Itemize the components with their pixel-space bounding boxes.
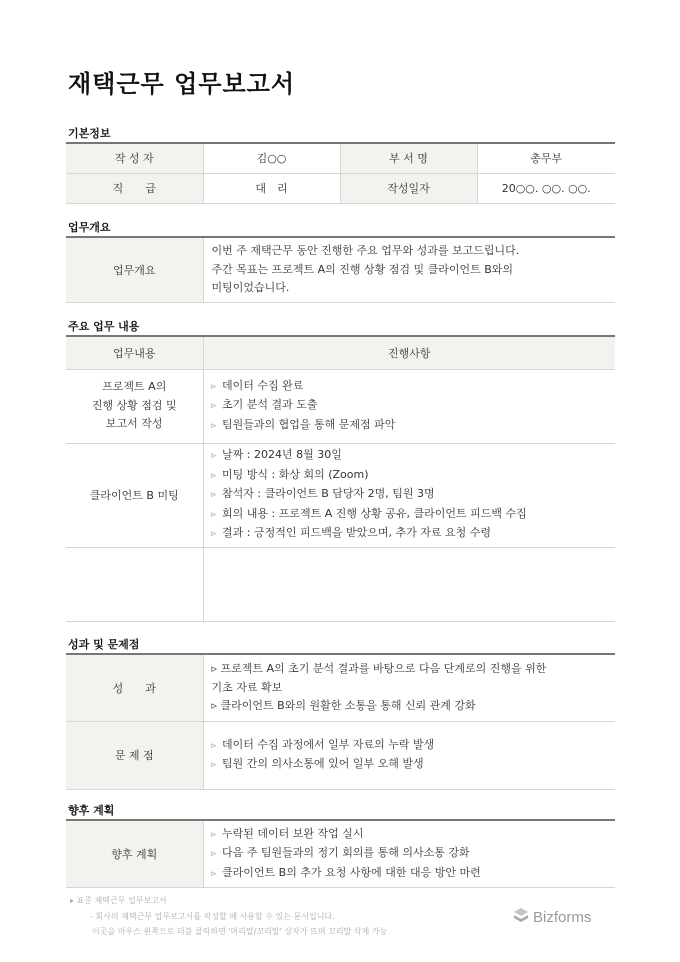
empty-cell bbox=[66, 547, 203, 621]
overview-text bbox=[203, 237, 615, 302]
overview-table bbox=[66, 236, 615, 303]
footer-note: 이곳을 마우스 왼쪽으로 더블 클릭하면 '머리말/꼬리말' 상자가 뜨며 꼬리말 삭제 가능 bbox=[92, 927, 388, 936]
bullet-icon: ▹ bbox=[211, 420, 217, 431]
overview-line: 주간 목표는 프로젝트 A의 진행 상황 점검 및 클라이언트 B와의 bbox=[211, 262, 514, 276]
rank-label: 직 급 bbox=[66, 173, 203, 203]
main-work-table bbox=[66, 335, 615, 622]
list-item-text: 참석자 : 클라이언트 B 담당자 2명, 팀원 3명 bbox=[222, 487, 435, 501]
date-label: 작성일자 bbox=[340, 173, 477, 203]
list-item: ▹ 클라이언트 B와의 원활한 소통을 통해 신뢰 관계 강화 bbox=[211, 699, 476, 712]
bullet-icon: ▹ bbox=[211, 829, 217, 840]
department-label: 부 서 명 bbox=[340, 143, 477, 173]
overview-label: 업무개요 bbox=[66, 237, 203, 302]
section-heading-plan: 향후 계획 bbox=[68, 804, 115, 817]
section-heading-results: 성과 및 문제점 bbox=[68, 638, 140, 651]
list-item-text: 날짜 : 2024년 8월 30일 bbox=[222, 448, 342, 462]
list-item-text: 클라이언트 B의 추가 요청 사항에 대한 대응 방안 마련 bbox=[222, 865, 481, 879]
task-label-line: 보고서 작성 bbox=[105, 417, 163, 431]
list-item bbox=[212, 416, 616, 436]
plan-label: 향후 계획 bbox=[66, 820, 203, 887]
date-value: 20○○. ○○. ○○. bbox=[477, 173, 615, 203]
list-item bbox=[212, 446, 616, 466]
bullet-icon: ▹ bbox=[211, 470, 217, 481]
plan-table bbox=[66, 819, 615, 888]
list-item bbox=[212, 466, 616, 486]
list-item-text: 다음 주 팀원들과의 정기 회의를 통해 의사소통 강화 bbox=[222, 846, 470, 859]
list-item-text: 데이터 수집 과정에서 일부 자료의 누락 발생 bbox=[222, 737, 435, 751]
list-item-text: 결과 : 긍정적인 피드백을 받았으며, 추가 자료 요청 수령 bbox=[222, 526, 491, 540]
department-value: 총무부 bbox=[477, 143, 615, 173]
list-item-text: 팀원들과의 협업을 통해 문제점 파악 bbox=[222, 417, 396, 431]
list-item bbox=[212, 844, 616, 864]
progress-list-project-a bbox=[203, 369, 615, 443]
section-heading-overview: 업무개요 bbox=[68, 221, 111, 234]
empty-cell bbox=[203, 547, 615, 621]
list-item bbox=[212, 505, 616, 525]
bizforms-logo-text: Bizforms bbox=[533, 909, 592, 926]
bizforms-logo-icon bbox=[512, 907, 530, 925]
plan-list bbox=[203, 820, 615, 887]
achievement-label: 성 과 bbox=[66, 654, 203, 721]
overview-line: 이번 주 재택근무 동안 진행한 주요 업무와 성과를 보고드립니다. bbox=[211, 244, 520, 257]
achievement-list bbox=[203, 654, 615, 721]
basic-info-table bbox=[66, 142, 615, 204]
document-title: 재택근무 업무보고서 bbox=[68, 70, 296, 98]
bullet-icon: ▹ bbox=[211, 381, 217, 392]
list-item bbox=[212, 755, 616, 775]
results-table bbox=[66, 653, 615, 790]
footer-description: - 회사의 재택근무 업무보고서를 작성할 때 사용할 수 있는 문서입니다. bbox=[90, 912, 335, 921]
list-item bbox=[212, 396, 616, 416]
progress-list-client-b bbox=[203, 443, 615, 547]
problem-list bbox=[203, 721, 615, 789]
list-item bbox=[212, 377, 616, 397]
list-item-text: 팀원 간의 의사소통에 있어 일부 오해 발생 bbox=[222, 757, 424, 770]
bizforms-logo bbox=[512, 907, 591, 926]
bullet-icon: ▹ bbox=[211, 401, 217, 412]
list-item bbox=[212, 524, 616, 544]
problem-label: 문 제 점 bbox=[66, 721, 203, 789]
list-item-text: 회의 내용 : 프로젝트 A 진행 상황 공유, 클라이언트 피드백 수집 bbox=[222, 506, 527, 520]
rank-value: 대 리 bbox=[203, 173, 340, 203]
bullet-icon: ▹ bbox=[211, 849, 217, 859]
list-item bbox=[212, 864, 616, 884]
bullet-icon: ▹ bbox=[211, 490, 217, 501]
writer-label: 작 성 자 bbox=[66, 143, 203, 173]
bullet-icon: ▹ bbox=[211, 451, 217, 462]
bullet-icon: ▹ bbox=[211, 529, 217, 540]
footer-title: ▸ 표준 재택근무 업무보고서 bbox=[70, 896, 167, 905]
list-item-text: 미팅 방식 : 화상 회의 (Zoom) bbox=[222, 467, 369, 481]
task-label-project-a bbox=[66, 369, 203, 443]
task-label-client-b: 클라이언트 B 미팅 bbox=[66, 443, 203, 547]
task-label-line: 프로젝트 A의 bbox=[102, 380, 167, 394]
list-item-text: 데이터 수집 완료 bbox=[222, 378, 304, 392]
list-item-text: 초기 분석 결과 도출 bbox=[222, 398, 318, 412]
list-item bbox=[212, 485, 616, 505]
list-item bbox=[212, 825, 616, 845]
list-item bbox=[212, 736, 616, 756]
bullet-icon: ▹ bbox=[211, 509, 217, 520]
section-heading-basic: 기본정보 bbox=[68, 127, 111, 140]
task-label-line: 진행 상황 점검 및 bbox=[91, 398, 177, 412]
bullet-icon: ▹ bbox=[211, 740, 217, 751]
column-header-progress: 진행사항 bbox=[203, 336, 615, 369]
bullet-icon: ▹ bbox=[211, 760, 217, 770]
section-heading-main-work: 주요 업무 내용 bbox=[68, 320, 140, 333]
list-item: ▹ 프로젝트 A의 초기 분석 결과를 바탕으로 다음 단계로의 진행을 위한 bbox=[211, 662, 547, 675]
writer-value: 김○○ bbox=[203, 143, 340, 173]
column-header-task: 업무내용 bbox=[66, 336, 203, 369]
bullet-icon: ▹ bbox=[211, 868, 217, 879]
list-item-text: 누락된 데이터 보완 작업 실시 bbox=[222, 826, 364, 840]
overview-line: 미팅이었습니다. bbox=[211, 281, 290, 294]
list-item: 기초 자료 확보 bbox=[211, 680, 283, 694]
